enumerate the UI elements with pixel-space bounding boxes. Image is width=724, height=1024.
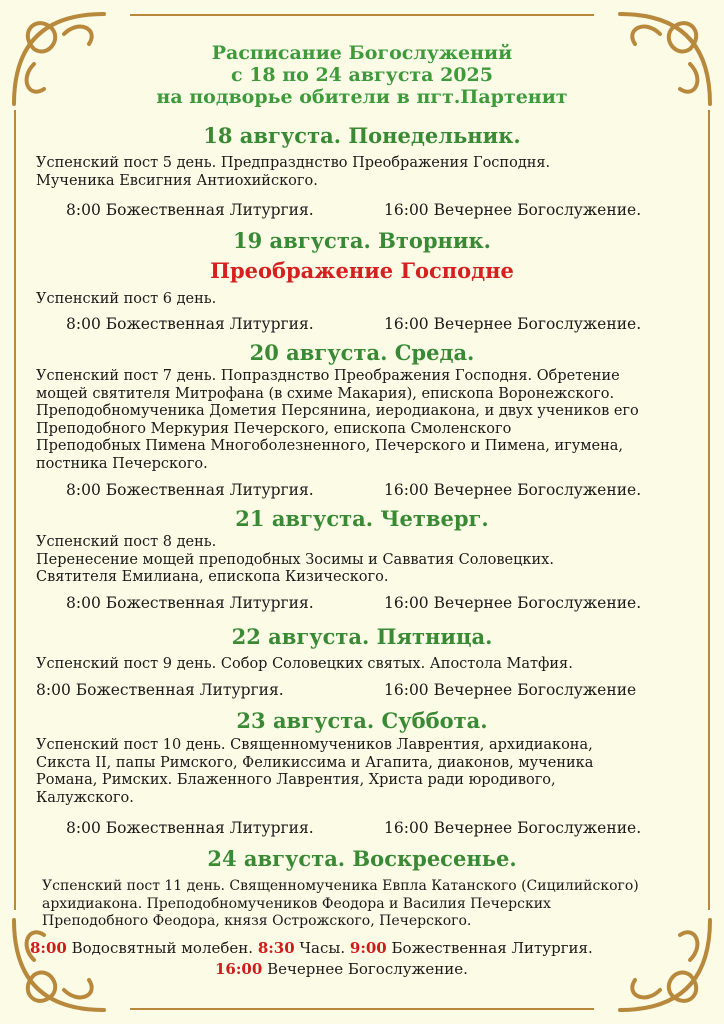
morning-service: 8:00 Божественная Литургия. [66, 201, 314, 219]
day-description: Успенский пост 7 день. Попразднство Преображения Господня. Обретение мощей святителя Митрофана (в схиме Макария), епископа Воронежского. Преподобномученика Дометия Персянина, иеродиакона, и двух учеников его Преподобного Меркурия Печерского, епископа Смоленского Преподобных Пимена Многоболезненного, Печерского и Пимена, игумена, постника Печерского. [36, 368, 639, 472]
service-time: 9:00 [349, 939, 387, 957]
day-heading: 20 августа. Среда. [249, 340, 475, 365]
morning-service: 8:00 Божественная Литургия. [66, 594, 314, 612]
morning-service: 8:00 Божественная Литургия. [36, 681, 284, 699]
day-heading: 23 августа. Суббота. [236, 708, 488, 733]
day-description: Успенский пост 8 день. Перенесение мощей преподобных Зосимы и Савватия Соловецких. Святителя Емилиана, епископа Кизического. [36, 534, 554, 585]
evening-service: 16:00 Вечернее Богослужение. [384, 819, 642, 837]
day-heading: 21 августа. Четверг. [235, 506, 489, 531]
morning-service: 8:00 Божественная Литургия. [66, 481, 314, 499]
day-description: Успенский пост 10 день. Священномучеников Лаврентия, архидиакона, Сикста II, папы Римского, Феликиссима и Агапита, диаконов, мученика Романа, Римских. Блаженного Лаврентия, Христа ради юродивого, Калужского. [36, 737, 594, 806]
evening-service: 16:00 Вечернее Богослужение. [384, 315, 642, 333]
day-description: Успенский пост 11 день. Священномученика Евпла Катанского (Сицилийского) архидиакона. Преподобномучеников Феодора и Василия Печерских Преподобного Феодора, князя Острожского, Печерского. [42, 878, 639, 929]
header-location: на подворье обители в пгт.Партенит [156, 86, 568, 108]
evening-service: 16:00 Вечернее Богослужение. [384, 594, 642, 612]
day-heading: 18 августа. Понедельник. [203, 123, 521, 148]
frame-top [130, 14, 594, 16]
service-time: 16:00 [215, 960, 263, 978]
header-title: Расписание Богослужений [211, 42, 513, 64]
service-time: 8:00 [30, 939, 67, 957]
service-name: Вечернее Богослужение. [262, 960, 468, 978]
day-description: Успенский пост 5 день. Предпразднство Преображения Господня. Мученика Евсигния Антиохийского. [36, 155, 551, 189]
feast-title: Преображение Господне [210, 258, 514, 283]
day-heading: 22 августа. Пятница. [231, 624, 493, 649]
service-name: Божественная Литургия. [386, 939, 593, 957]
evening-service: 16:00 Вечернее Богослужение. [384, 201, 642, 219]
frame-bottom [130, 1008, 594, 1010]
morning-service: 8:00 Божественная Литургия. [66, 819, 314, 837]
service-name: Водосвятный молебен. [66, 939, 254, 957]
day-heading: 19 августа. Вторник. [233, 228, 491, 253]
day-heading: 24 августа. Воскресенье. [207, 846, 517, 871]
service-name: Часы. [294, 939, 346, 957]
sunday-evening-service [215, 960, 468, 978]
sunday-services [30, 939, 593, 957]
evening-service: 16:00 Вечернее Богослужение [384, 681, 637, 699]
day-description: Успенский пост 9 день. Собор Соловецких святых. Апостола Матфия. [36, 656, 573, 672]
morning-service: 8:00 Божественная Литургия. [66, 315, 314, 333]
evening-service: 16:00 Вечернее Богослужение. [384, 481, 642, 499]
service-time: 8:30 [257, 939, 295, 957]
day-description: Успенский пост 6 день. [36, 291, 217, 307]
header-dates: с 18 по 24 августа 2025 [231, 64, 493, 86]
